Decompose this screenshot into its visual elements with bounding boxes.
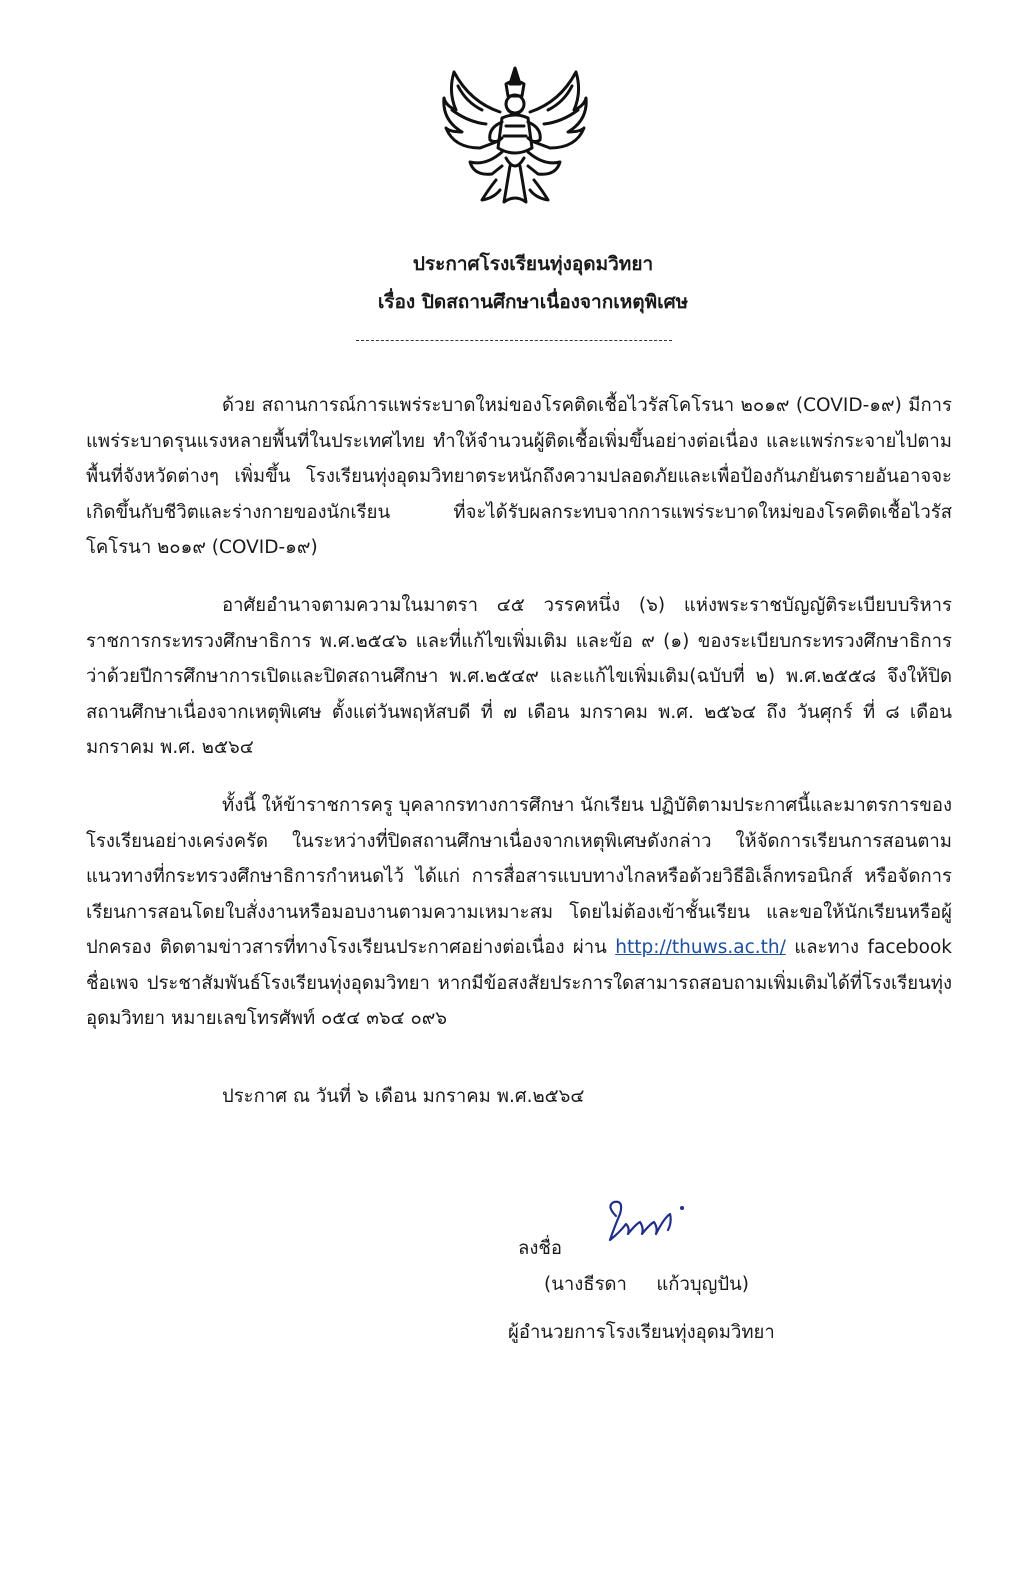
paragraph-1: ด้วย สถานการณ์การแพร่ระบาดใหม่ของโรคติดเชื้อไวรัสโคโรนา ๒๐๑๙ (COVID-๑๙) มีการแพร่ระบาดรุนแรงหลายพื้นที่ในประเทศไทย ทำให้จำนวนผู้ติดเชื้อเพิ่มขึ้นอย่างต่อเนื่อง และแพร่กระจายไปตามพื้นที่จังหวัดต่างๆ เพิ่มขึ้น โรงเรียนทุ่งอุดมวิทยาตระหนักถึงความปลอดภัยและเพื่อป้องกันภยันตรายอันอาจจะเกิดขึ้นกับชีวิตและร่างกายของนักเรียน ที่จะได้รับผลกระทบจากการแพร่ระบาดใหม่ของโรคติดเชื้อไวรัสโคโรนา ๒๐๑๙ (COVID-๑๙) [86,395,952,558]
announcement-title: ประกาศโรงเรียนทุ่งอุดมวิทยา [412,253,654,275]
signer-name: (นางธีรดา แก้วบุญปัน) [544,1274,749,1295]
announcement-date: ประกาศ ณ วันที่ ๖ เดือน มกราคม พ.ศ.๒๕๖๔ [222,1086,585,1107]
school-website-link[interactable]: http://thuws.ac.th/ [615,937,786,958]
paragraph-2: อาศัยอำนาจตามความในมาตรา ๔๕ วรรคหนึ่ง (๖) แห่งพระราชบัญญัติระเบียบบริหารราชการกระทรวงศึกษาธิการ พ.ศ.๒๕๔๖ และที่แก้ไขเพิ่มเติม และข้อ ๙ (๑) ของระเบียบกระทรวงศึกษาธิการว่าด้วยปีการศึกษาการเปิดและปิดสถานศึกษา พ.ศ.๒๕๔๙ และแก้ไขเพิ่มเติม(ฉบับที่ ๒) พ.ศ.๒๕๕๘ จึงให้ปิดสถานศึกษาเนื่องจากเหตุพิเศษ ตั้งแต่วันพฤหัสบดี ที่ ๗ เดือน มกราคม พ.ศ. ๒๕๖๔ ถึง วันศุกร์ ที่ ๘ เดือน มกราคม พ.ศ. ๒๕๖๔ [86,595,952,758]
paragraph-3-text-b: และทาง facebook ชื่อเพจ ประชาสัมพันธ์โรงเรียนทุ่งอุดมวิทยา หากมีข้อสงสัยประการใดสามารถสอบถามเพิ่มเติมได้ที่โรงเรียนทุ่งอุดมวิทยา หมายเลขโทรศัพท์ ๐๕๔ ๓๖๔ ๐๙๖ [86,937,952,1029]
divider [356,340,672,341]
paragraph-3 [86,788,952,1037]
garuda-emblem [440,62,590,208]
handwritten-signature [598,1188,698,1258]
paragraph-3-text-a: ทั้งนี้ ให้ข้าราชการครู บุคลากรทางการศึกษา นักเรียน ปฏิบัติตามประกาศนี้และมาตรการของโรงเรียนอย่างเคร่งครัด ในระหว่างที่ปิดสถานศึกษาเนื่องจากเหตุพิเศษดังกล่าว ให้จัดการเรียนการสอนตามแนวทางที่กระทรวงศึกษาธิการกำหนดไว้ ได้แก่ การสื่อสารแบบทางไกลหรือด้วยวิธีอิเล็กทรอนิกส์ หรือจัดการเรียนการสอนโดยใบสั่งงานหรือมอบงานตามความเหมาะสม โดยไม่ต้องเข้าชั้นเรียน และขอให้นักเรียนหรือผู้ปกครอง ติดตามข่าวสารที่ทางโรงเรียนประกาศอย่างต่อเนื่อง ผ่าน [86,795,952,958]
signature-label: ลงชื่อ [518,1238,563,1259]
announcement-subject: เรื่อง ปิดสถานศึกษาเนื่องจากเหตุพิเศษ [377,291,689,313]
signer-position: ผู้อำนวยการโรงเรียนทุ่งอุดมวิทยา [508,1322,775,1343]
